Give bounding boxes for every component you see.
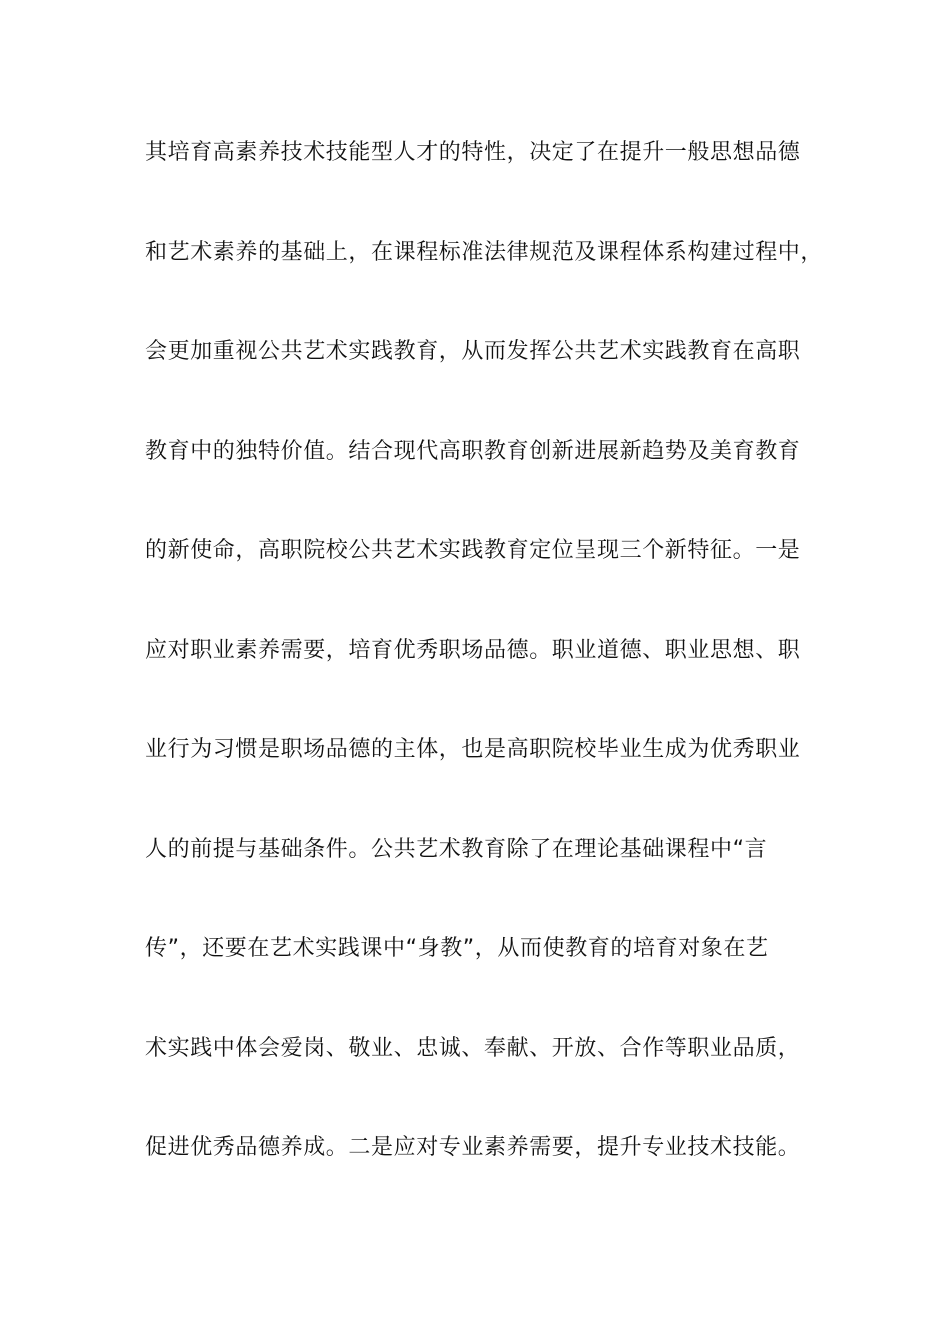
- text-line: 业行为习惯是职场品德的主体，也是高职院校毕业生成为优秀职业: [145, 737, 801, 762]
- text-line: 和艺术素养的基础上，在课程标准法律规范及课程体系构建过程中，: [145, 239, 824, 265]
- text-line: 会更加重视公共艺术实践教育，从而发挥公共艺术实践教育在高职: [145, 339, 801, 364]
- text-line: 其培育高素养技术技能型人才的特性，决定了在提升一般思想品德: [145, 140, 801, 165]
- text-line: 教育中的独特价值。结合现代高职教育创新进展新趋势及美育教育: [145, 438, 801, 464]
- text-line: 人的前提与基础条件。公共艺术教育除了在理论基础课程中“言: [145, 836, 768, 862]
- body-paragraph: [145, 133, 825, 1228]
- text-line: 传”，还要在艺术实践课中“身教”，从而使教育的培育对象在艺: [145, 936, 769, 961]
- text-line: 术实践中体会爱岗、敬业、忠诚、奉献、开放、合作等职业品质，: [145, 1035, 801, 1061]
- text-line: 的新使命，高职院校公共艺术实践教育定位呈现三个新特征。一是: [145, 538, 801, 563]
- text-line: 应对职业素养需要，培育优秀职场品德。职业道德、职业思想、职: [145, 637, 801, 663]
- text-line: 促进优秀品德养成。二是应对专业素养需要，提升专业技术技能。: [145, 1135, 801, 1160]
